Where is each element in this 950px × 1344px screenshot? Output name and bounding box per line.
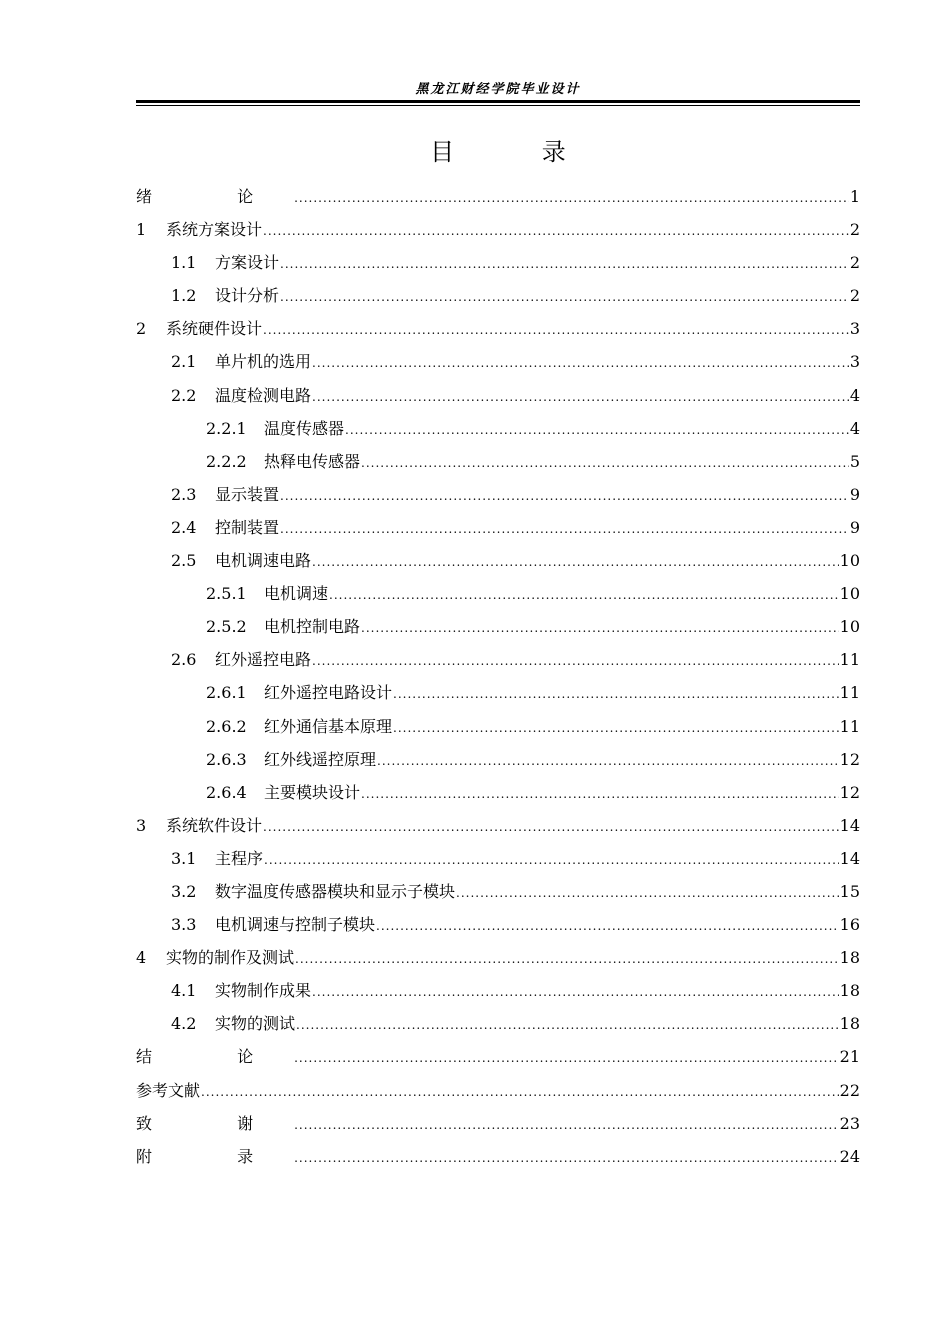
toc-page-number: 9	[849, 517, 860, 537]
toc-dot-leader	[312, 546, 839, 579]
toc-dot-leader	[294, 1042, 839, 1075]
toc-entry-text: 控制装置	[215, 517, 280, 537]
toc-page-number: 11	[839, 650, 860, 670]
toc-entry-number: 2.5.2	[206, 617, 247, 637]
toc-entry-text: 温度传感器	[264, 418, 345, 438]
toc-dot-leader	[376, 910, 839, 943]
toc-entry-number: 3.3	[171, 915, 197, 935]
toc-page-number: 18	[839, 1014, 860, 1034]
toc-page-number: 12	[839, 749, 860, 769]
toc-entry-number: 3	[136, 815, 147, 835]
toc-page-number: 10	[839, 617, 860, 637]
toc-entry-text: 显示装置	[215, 484, 280, 504]
toc-entry[interactable]	[136, 511, 860, 544]
toc-page-number: 21	[839, 1047, 860, 1067]
toc-entry-number: 2.3	[171, 484, 197, 504]
toc-entry[interactable]	[136, 776, 860, 809]
toc-entry[interactable]	[136, 875, 860, 908]
toc-entry[interactable]	[136, 246, 860, 279]
toc-entry[interactable]	[136, 379, 860, 412]
toc-entry[interactable]	[136, 743, 860, 776]
toc-entry-text: 温度检测电路	[215, 385, 312, 405]
toc-entry[interactable]	[136, 1074, 860, 1107]
toc-entry-text: 主程序	[215, 848, 264, 868]
toc-entry-text: 参考文献	[136, 1080, 201, 1100]
toc-page-number: 12	[839, 782, 860, 802]
toc-entry-number: 1	[136, 220, 147, 240]
toc-dot-leader	[312, 347, 849, 380]
toc-entry-text: 系统软件设计	[166, 815, 263, 835]
toc-entry-text: 实物的测试	[215, 1014, 296, 1034]
toc-entry-text: 热释电传感器	[264, 451, 361, 471]
toc-entry[interactable]	[136, 577, 860, 610]
toc-entry-text: 实物的制作及测试	[166, 948, 295, 968]
toc-entry-text: 设计分析	[215, 286, 280, 306]
toc-entry[interactable]	[136, 676, 860, 709]
header-rule-thick	[136, 100, 860, 103]
toc-entry-number: 2.6.1	[206, 683, 247, 703]
toc-entry-number: 2	[136, 319, 147, 339]
toc-page-number: 16	[839, 915, 860, 935]
toc-page-number: 14	[839, 815, 860, 835]
toc-entry-text: 附 录	[136, 1146, 294, 1166]
toc-entry-text: 结 论	[136, 1047, 294, 1067]
toc-dot-leader	[377, 745, 839, 778]
toc-dot-leader	[264, 844, 839, 877]
toc-dot-leader	[201, 1076, 839, 1109]
toc-entry[interactable]	[136, 544, 860, 577]
toc-dot-leader	[263, 314, 849, 347]
toc-entry-text: 红外通信基本原理	[264, 716, 393, 736]
toc-entry-number: 2.6.2	[206, 716, 247, 736]
toc-entry-text: 电机调速与控制子模块	[215, 915, 376, 935]
toc-entry[interactable]	[136, 908, 860, 941]
toc-entry-number: 2.2.2	[206, 451, 247, 471]
toc-entry[interactable]	[136, 312, 860, 345]
toc-entry[interactable]	[136, 445, 860, 478]
toc-entry-text: 方案设计	[215, 253, 280, 273]
toc-entry-number: 1.1	[171, 253, 197, 273]
toc-entry-number: 2.6.4	[206, 782, 247, 802]
toc-entry-text: 致 谢	[136, 1113, 294, 1133]
toc-entry-number: 3.2	[171, 881, 197, 901]
toc-page-number: 4	[849, 385, 860, 405]
toc-entry-number: 1.2	[171, 286, 197, 306]
toc-page-number: 4	[849, 418, 860, 438]
toc-entry-text: 绪 论	[136, 187, 294, 206]
toc-dot-leader	[296, 1009, 839, 1042]
toc-entry-number: 2.4	[171, 517, 197, 537]
toc-dot-leader	[263, 215, 849, 248]
toc-entry[interactable]	[136, 842, 860, 875]
toc-entry[interactable]	[136, 412, 860, 445]
toc-page-number: 3	[849, 352, 860, 372]
toc-dot-leader	[294, 1142, 839, 1175]
toc-entry-text: 主要模块设计	[264, 782, 361, 802]
toc-entry[interactable]	[136, 974, 860, 1007]
toc-entry[interactable]	[136, 610, 860, 643]
toc-page-number: 11	[839, 683, 860, 703]
toc-dot-leader	[456, 877, 839, 910]
toc-entry[interactable]	[136, 279, 860, 312]
toc-entry[interactable]	[136, 1140, 860, 1173]
toc-entry-number: 2.1	[171, 352, 197, 372]
toc-page-number: 18	[839, 981, 860, 1001]
toc-entry-text: 红外遥控电路	[215, 650, 312, 670]
toc-entry[interactable]	[136, 345, 860, 378]
toc-entry-number: 2.2.1	[206, 418, 247, 438]
toc-page-number: 24	[839, 1146, 860, 1166]
toc-page-number: 2	[849, 286, 860, 306]
toc-entry[interactable]	[136, 478, 860, 511]
toc-entry-number: 2.5	[171, 551, 197, 571]
toc-entry[interactable]	[136, 643, 860, 676]
toc-entry-text: 系统方案设计	[166, 220, 263, 240]
toc-title: 目 录	[430, 138, 606, 166]
toc-dot-leader	[280, 248, 849, 281]
toc-entry-text: 数字温度传感器模块和显示子模块	[215, 881, 456, 901]
toc-dot-leader	[294, 1109, 839, 1142]
toc-dot-leader	[345, 414, 849, 447]
toc-dot-leader	[294, 182, 849, 215]
toc-entry-number: 2.5.1	[206, 584, 247, 604]
toc-entry[interactable]	[136, 1040, 860, 1073]
toc-entry-number: 2.6	[171, 650, 197, 670]
toc-page-number: 15	[839, 881, 860, 901]
toc-entry-number: 3.1	[171, 848, 197, 868]
toc-dot-leader	[312, 381, 849, 414]
toc-entry-text: 电机调速	[264, 584, 329, 604]
toc-page-number: 23	[839, 1113, 860, 1133]
toc-page-number: 9	[849, 484, 860, 504]
toc-dot-leader	[329, 579, 839, 612]
toc-entry-text: 电机调速电路	[215, 551, 312, 571]
toc-entry-text: 系统硬件设计	[166, 319, 263, 339]
toc-page-number: 2	[849, 253, 860, 273]
toc-dot-leader	[295, 943, 839, 976]
toc-dot-leader	[361, 778, 839, 811]
toc-page-number: 11	[839, 716, 860, 736]
toc-entry[interactable]	[136, 180, 860, 213]
toc-entry-text: 实物制作成果	[215, 981, 312, 1001]
toc-page-number: 18	[839, 948, 860, 968]
toc-entry[interactable]	[136, 809, 860, 842]
toc-entry[interactable]	[136, 213, 860, 246]
toc-entry-number: 2.2	[171, 385, 197, 405]
toc-entry-number: 4.2	[171, 1014, 197, 1034]
toc-entry-number: 4.1	[171, 981, 197, 1001]
toc-dot-leader	[280, 281, 849, 314]
toc-dot-leader	[393, 712, 839, 745]
toc-entry-text: 红外线遥控原理	[264, 749, 377, 769]
toc-page-number: 14	[839, 848, 860, 868]
toc-entry[interactable]	[136, 941, 860, 974]
toc-dot-leader	[263, 811, 839, 844]
toc-page-number: 10	[839, 584, 860, 604]
toc-entry-text: 红外遥控电路设计	[264, 683, 393, 703]
toc-page-number: 10	[839, 551, 860, 571]
toc-entry-text: 电机控制电路	[264, 617, 361, 637]
toc-page-number: 5	[849, 451, 860, 471]
toc-dot-leader	[393, 678, 839, 711]
toc-dot-leader	[280, 480, 849, 513]
toc-dot-leader	[361, 612, 839, 645]
toc-page-number: 2	[849, 220, 860, 240]
toc-entry-number: 4	[136, 948, 147, 968]
page-header-title: 黑龙江财经学院毕业设计	[415, 82, 581, 97]
toc-entry-text: 单片机的选用	[215, 352, 312, 372]
toc-entry[interactable]	[136, 1007, 860, 1040]
toc-dot-leader	[312, 976, 839, 1009]
toc-dot-leader	[280, 513, 849, 546]
toc-entry[interactable]	[136, 1107, 860, 1140]
toc-page-number: 22	[839, 1080, 860, 1100]
toc-dot-leader	[361, 447, 849, 480]
toc-entry[interactable]	[136, 710, 860, 743]
toc-dot-leader	[312, 645, 839, 678]
toc-entry-number: 2.6.3	[206, 749, 247, 769]
toc-list	[136, 180, 860, 1173]
header-rule-thin	[136, 105, 860, 106]
toc-page-number: 1	[849, 187, 860, 206]
toc-page-number: 3	[849, 319, 860, 339]
